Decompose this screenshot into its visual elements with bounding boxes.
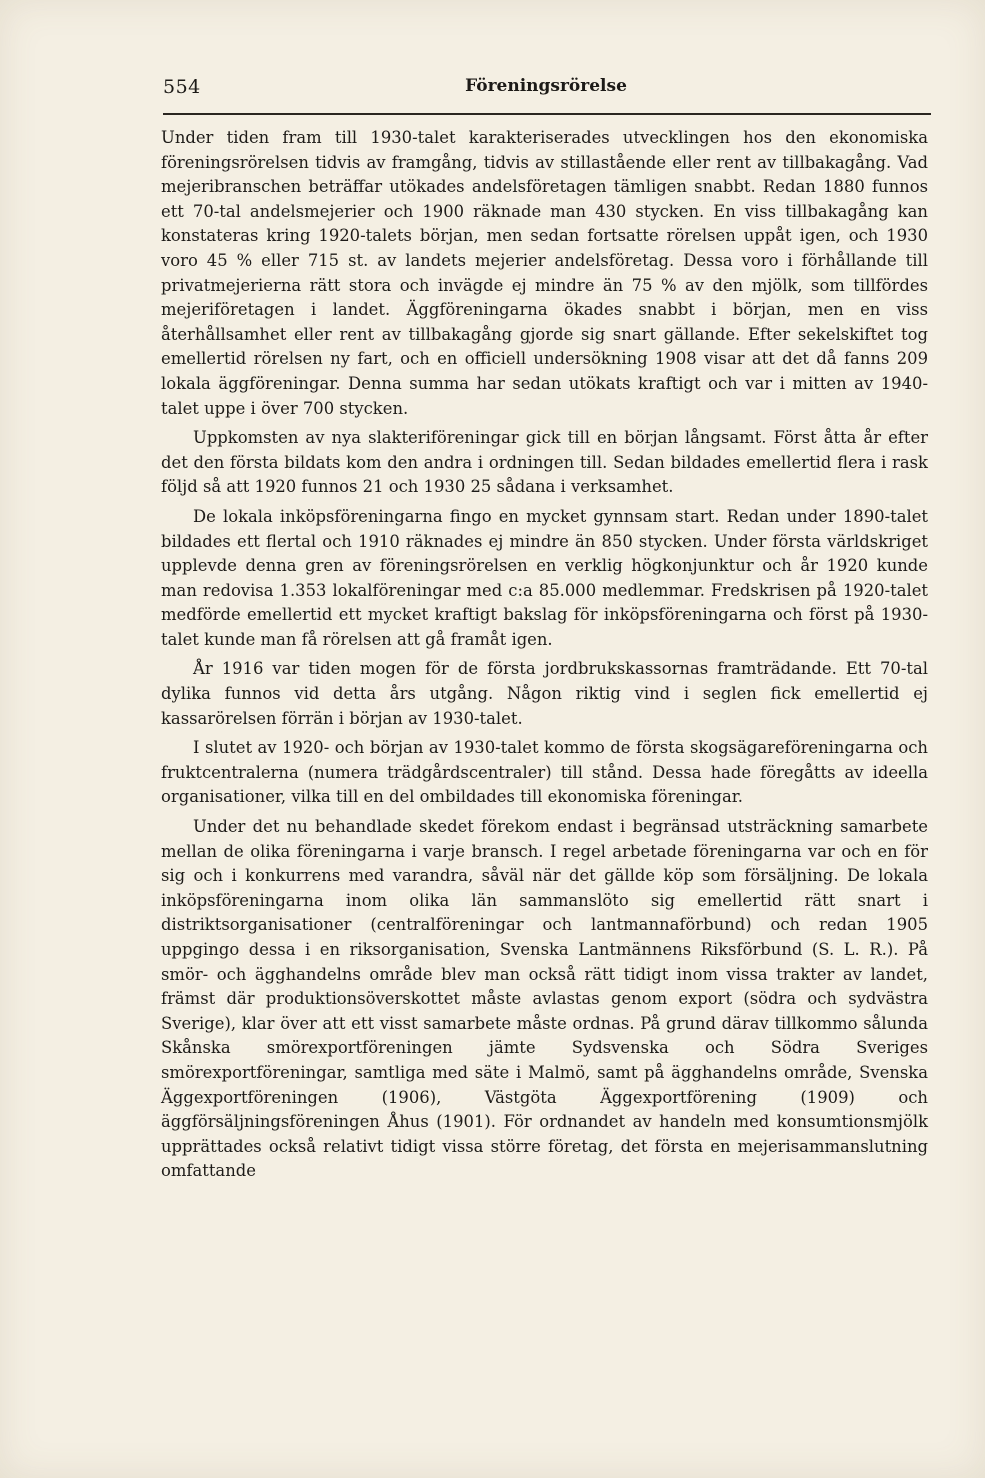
paragraph: Under tiden fram till 1930-talet karakteriserades utvecklingen hos den ekonomiska föreningsrörelsen tidvis av framgång, tidvis av stillastående eller rent av tillbakagång. Vad mejeribranschen beträffar utökades andelsföretagen tämligen snabbt. Redan 1880 funnos ett 70-tal andelsmejerier och 1900 räknade man 430 stycken. En viss tillbakagång kan konstateras kring 1920-talets början, men sedan fortsatte rörelsen uppåt igen, och 1930 voro 45 % eller 715 st. av landets mejerier andelsföretag. Dessa voro i förhållande till privatmejerierna rätt stora och invägde ej mindre än 75 % av den mjölk, som tillfördes mejeriföretagen i landet. Äggföreningarna ökades snabbt i början, men en viss återhållsamhet eller rent av tillbakagång gjorde sig snart gällande. Efter sekelskiftet tog emellertid rörelsen ny fart, och en officiell undersökning 1908 visar att det då fanns 209 lokala äggföreningar. Denna summa har sedan utökats kraftigt och var i mitten av 1940-talet uppe i över 700 stycken. [161,128,928,418]
paragraph: År 1916 var tiden mogen för de första jordbrukskassornas framträdande. Ett 70-tal dylika funnos vid detta års utgång. Någon riktig vind i seglen fick emellertid ej kassarörelsen förrän i början av 1930-talet. [161,659,928,728]
running-title: Föreningsrörelse [465,76,627,96]
paragraph: I slutet av 1920- och början av 1930-talet kommo de första skogsägareföreningarna och fruktcentralerna (numera trädgårdscentraler) till stånd. Dessa hade föregåtts av ideella organisationer, vilka till en del ombildades till ekonomiska föreningar. [161,738,928,807]
paragraph: Uppkomsten av nya slakteriföreningar gick till en början långsamt. Först åtta år efter det den första bildats kom den andra i ordningen till. Sedan bildades emellertid flera i rask följd så att 1920 funnos 21 och 1930 25 sådana i verksamhet. [161,428,928,497]
page-header [163,76,929,102]
paragraph: De lokala inköpsföreningarna fingo en mycket gynnsam start. Redan under 1890-talet bildades ett flertal och 1910 räknades ej mindre än 850 stycken. Under första världskriget upplevde denna gren av föreningsrörelsen en verklig högkonjunktur och år 1920 kunde man redovisa 1.353 lokalföreningar med c:a 85.000 medlemmar. Fredskrisen på 1920-talet medförde emellertid ett mycket kraftigt bakslag för inköpsföreningarna och först på 1930-talet kunde man få rörelsen att gå framåt igen. [161,506,928,649]
paragraph: Under det nu behandlade skedet förekom endast i begränsad utsträckning samarbete mellan de olika föreningarna i varje bransch. I regel arbetade föreningarna var och en för sig och i konkurrens med varandra, såväl när det gällde köp som försäljning. De lokala inköpsföreningarna inom olika län sammanslöto sig emellertid rätt snart i distriktsorganisationer (centralföreningar och lantmannaförbund) och redan 1905 uppgingo dessa i en riksorganisation, Svenska Lantmännens Riksförbund (S. L. R.). På smör- och ägghandelns område blev man också rätt tidigt inom vissa trakter av landet, främst där produktionsöverskottet måste avlastas genom export (södra och sydvästra Sverige), klar över att ett visst samarbete måste ordnas. På grund därav tillkommo sålunda Skånska smörexportföreningen jämte Sydsvenska och Södra Sveriges smörexportföreningar, samtliga med säte i Malmö, samt på ägghandelns område, Svenska Äggexportföreningen (1906), Västgöta Äggexportförening (1909) och äggförsäljningsföreningen Åhus (1901). För ordnandet av handeln med konsumtionsmjölk upprättades också relativt tidigt vissa större företag, det första en mejerisammanslutning omfattande [161,817,928,1181]
header-rule [163,113,931,115]
body-text [161,126,928,1189]
page-number: 554 [163,76,201,98]
